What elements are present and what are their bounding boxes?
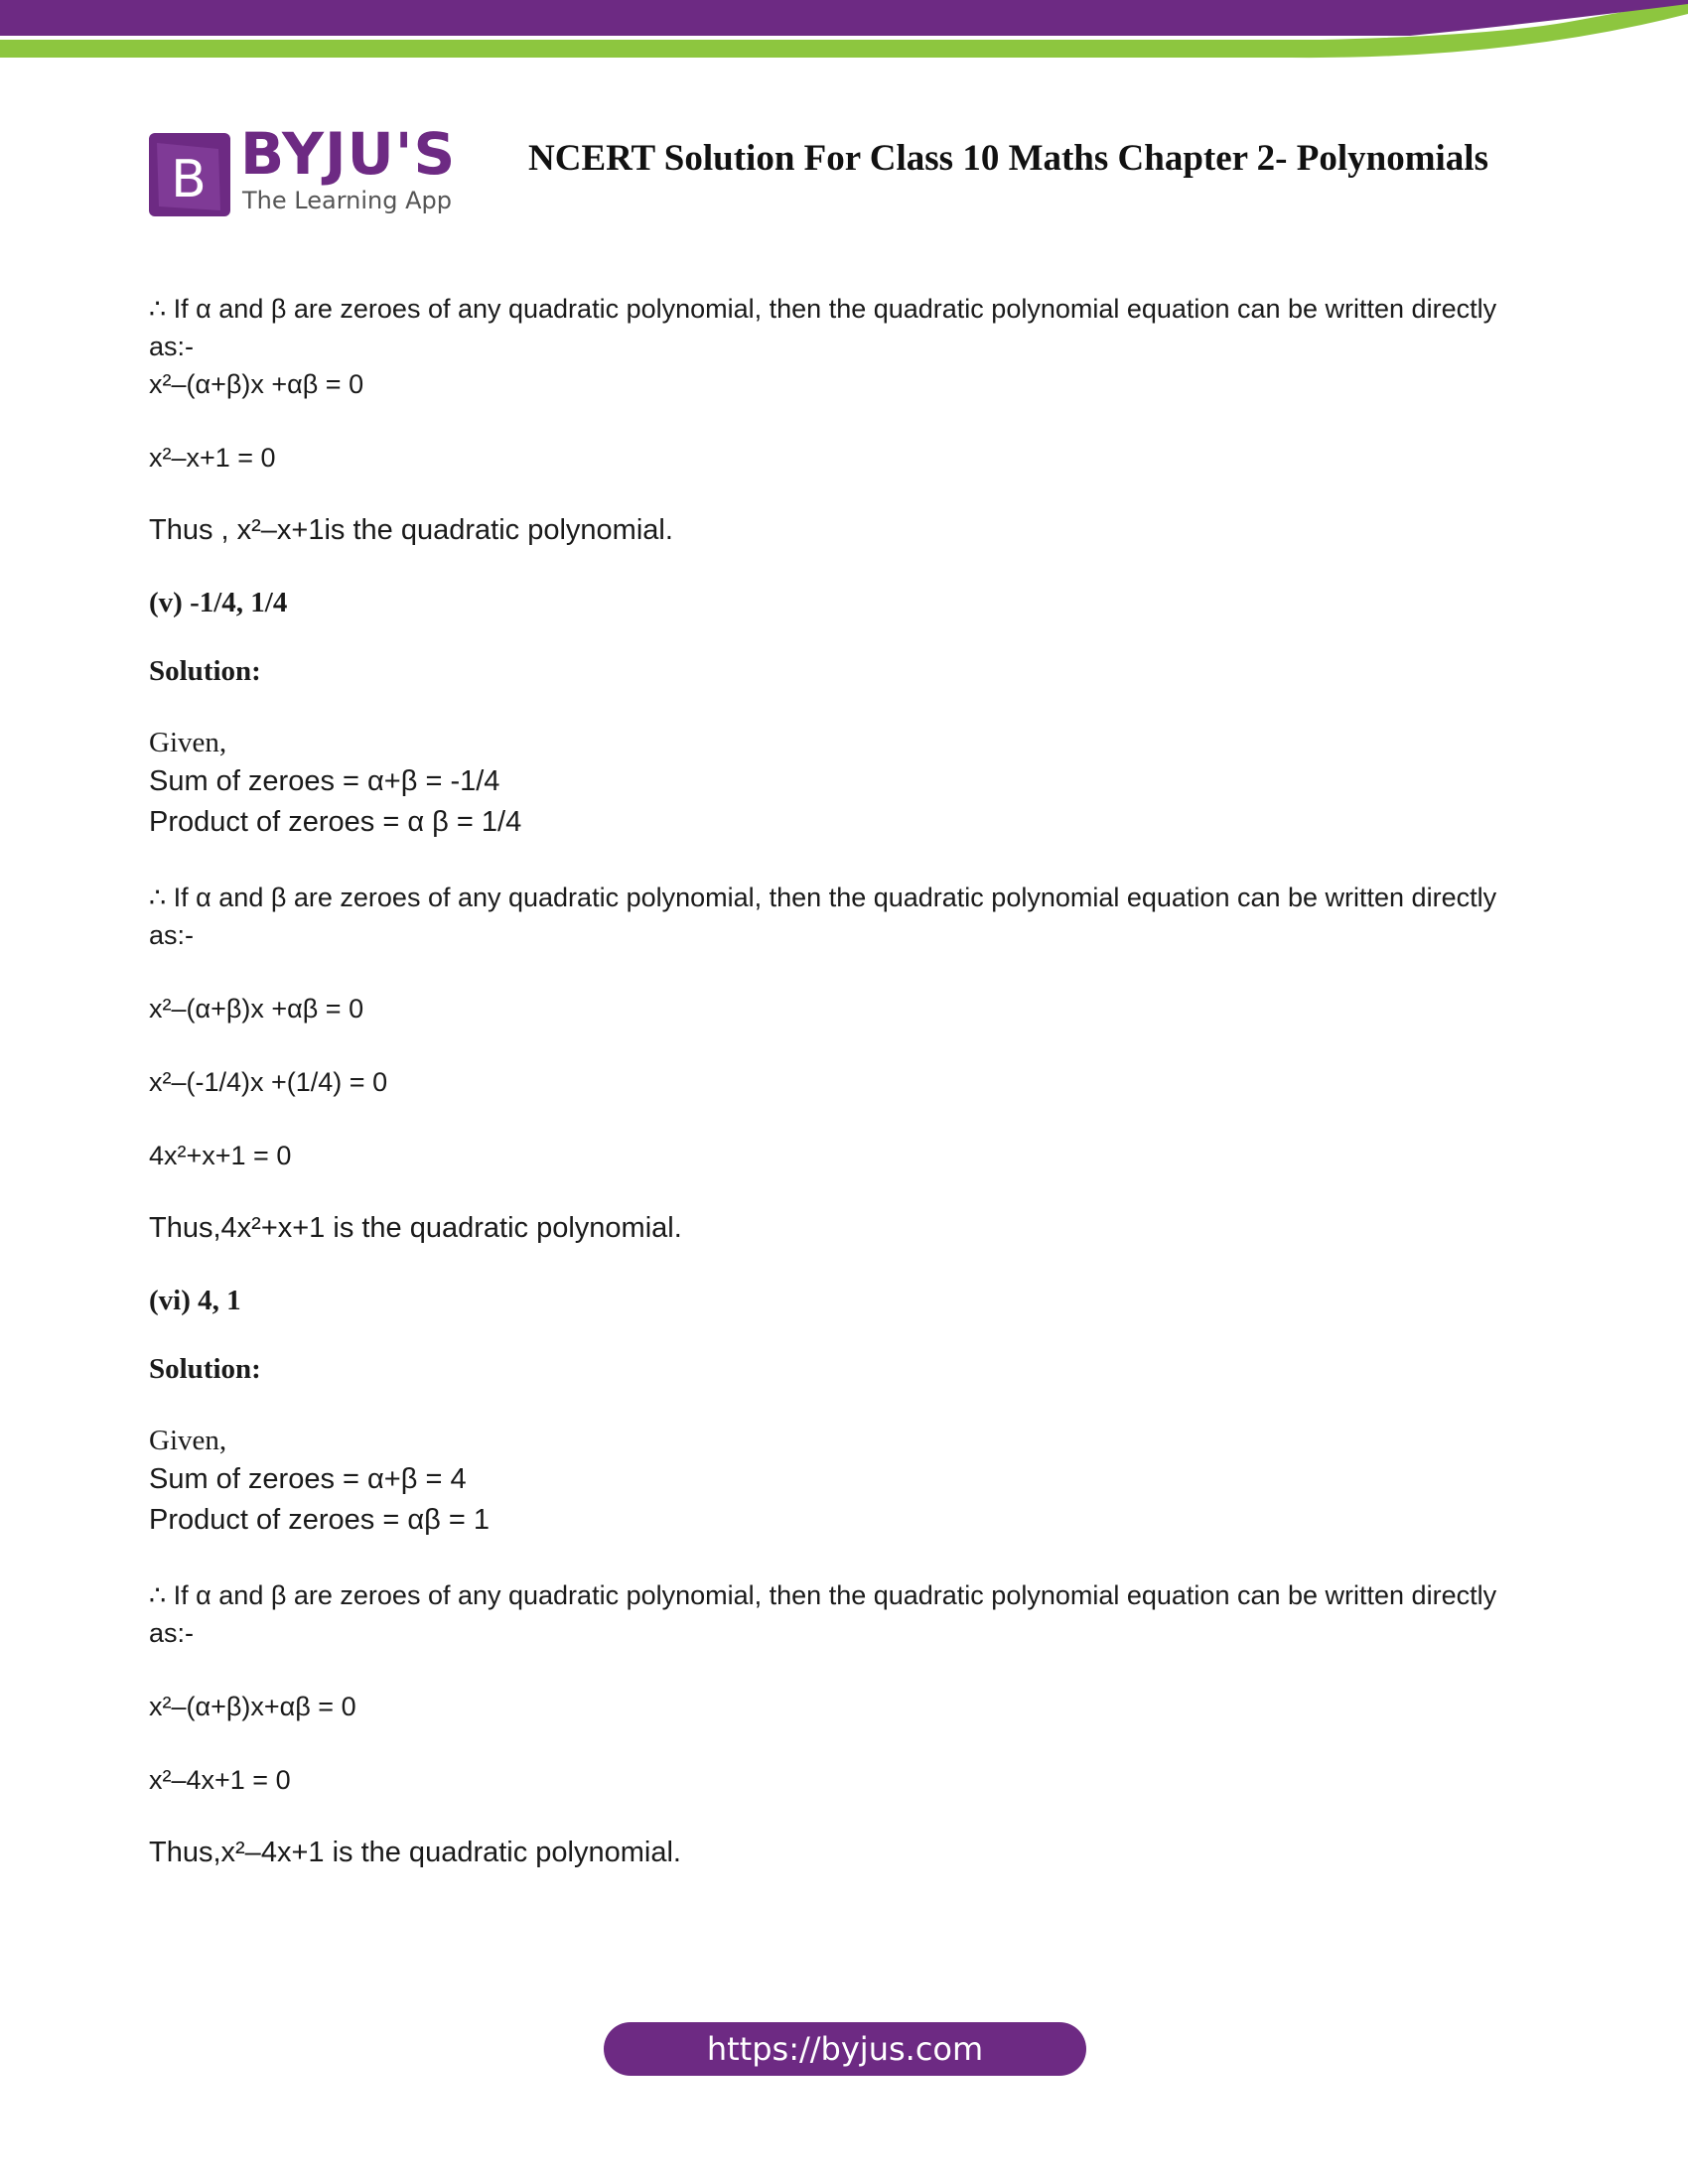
equation: x²–(α+β)x +αβ = 0 [149, 369, 364, 399]
therefore-statement: ∴ If α and β are zeroes of any quadratic polynomial, then the quadratic polynomial equation can be written directly [149, 294, 1497, 324]
therefore-statement-cont: as:- [149, 332, 195, 361]
equation: x²–(-1/4)x +(1/4) = 0 [149, 1067, 388, 1097]
given-label: Given, [149, 727, 227, 758]
question-heading-vi: (vi) 4, 1 [149, 1285, 241, 1316]
question-heading-v: (v) -1/4, 1/4 [149, 587, 288, 618]
conclusion: Thus,x²–4x+1 is the quadratic polynomial. [149, 1837, 681, 1868]
top-decorative-band [0, 0, 1688, 64]
solution-label: Solution: [149, 655, 261, 687]
therefore-statement-cont: as:- [149, 920, 195, 950]
footer-url-link[interactable]: https://byjus.com [604, 2022, 1086, 2076]
sum-of-zeroes: Sum of zeroes = α+β = 4 [149, 1463, 467, 1495]
given-label: Given, [149, 1425, 227, 1456]
conclusion: Thus,4x²+x+1 is the quadratic polynomial. [149, 1212, 682, 1244]
equation: x²–(α+β)x +αβ = 0 [149, 994, 364, 1024]
equation: x²–4x+1 = 0 [149, 1765, 291, 1795]
equation: x²–x+1 = 0 [149, 443, 276, 473]
product-of-zeroes: Product of zeroes = αβ = 1 [149, 1504, 490, 1536]
solution-label: Solution: [149, 1353, 261, 1385]
equation: x²–(α+β)x+αβ = 0 [149, 1692, 356, 1721]
conclusion: Thus , x²–x+1is the quadratic polynomial. [149, 514, 673, 546]
therefore-statement: ∴ If α and β are zeroes of any quadratic polynomial, then the quadratic polynomial equation can be written directly [149, 883, 1497, 912]
byjus-logo-icon [149, 133, 230, 216]
logo-wordmark: BYJU'S [240, 120, 457, 188]
page-title: NCERT Solution For Class 10 Maths Chapter 2- Polynomials [528, 138, 1488, 179]
therefore-statement: ∴ If α and β are zeroes of any quadratic polynomial, then the quadratic polynomial equation can be written directly [149, 1580, 1497, 1610]
svg-text:B: B [171, 150, 207, 209]
equation: 4x²+x+1 = 0 [149, 1141, 292, 1170]
logo-tagline: The Learning App [242, 187, 452, 214]
sum-of-zeroes: Sum of zeroes = α+β = -1/4 [149, 765, 500, 797]
page-header [149, 120, 1539, 228]
therefore-statement-cont: as:- [149, 1618, 195, 1648]
page-content [149, 290, 1549, 1873]
product-of-zeroes: Product of zeroes = α β = 1/4 [149, 806, 522, 838]
